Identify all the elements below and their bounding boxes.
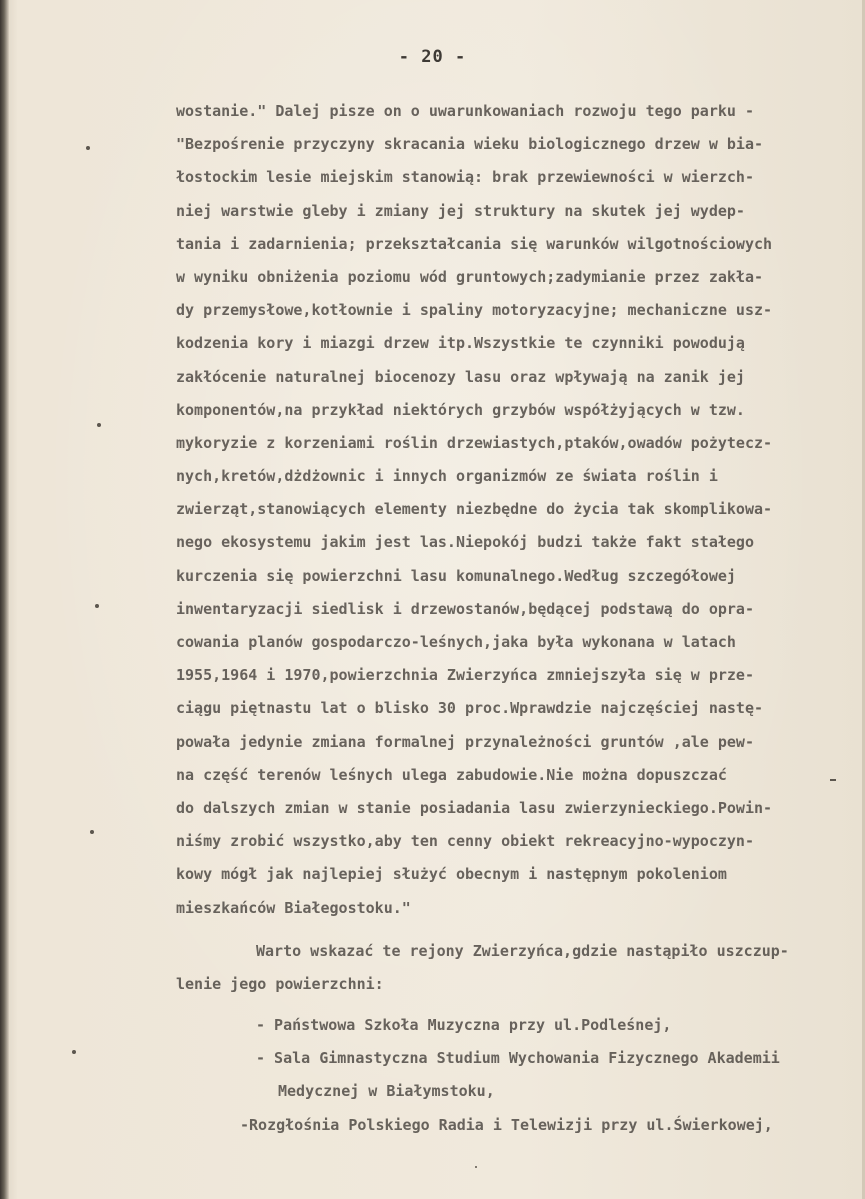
list-item: Medycznej w Białymstoku, (278, 1082, 495, 1101)
paper-speck (95, 604, 99, 608)
text-line: powała jedynie zmiana formalnej przynależności gruntów ,ale pew- (176, 732, 754, 751)
paper-speck (97, 423, 101, 427)
text-line: lenie jego powierzchni: (176, 974, 384, 993)
text-line: Warto wskazać te rejony Zwierzyńca,gdzie nastąpiło uszczup- (256, 941, 789, 960)
text-line: łostockim lesie miejskim stanowią: brak przewiewności w wierzch- (176, 168, 754, 187)
text-line: cowania planów gospodarczo-leśnych,jaka była wykonana w latach (176, 633, 736, 651)
list-item: -Rozgłośnia Polskiego Radia i Telewizji przy ul.Świerkowej, (240, 1115, 773, 1134)
text-line: kurczenia się powierzchni lasu komunalnego.Według szczegółowej (176, 566, 736, 585)
text-line: kodzenia kory i miazgi drzew itp.Wszystkie te czynniki powodują (176, 334, 745, 353)
paper-speck (86, 146, 90, 150)
page-binding-edge (0, 0, 9, 1199)
text-line: mieszkańców Białegostoku." (176, 898, 411, 917)
text-line: nego ekosystemu jakim jest las.Niepokój budzi także fakt stałego (176, 533, 754, 552)
text-line: tania i zadarnienia; przekształcania się warunków wilgotnościowych (176, 234, 773, 253)
text-line: komponentów,na przykład niektórych grzybów współżyjących w tzw. (176, 400, 745, 419)
text-line: wostanie." Dalej pisze on o uwarunkowaniach rozwoju tego parku - (176, 102, 754, 120)
paper-speck (830, 779, 836, 781)
paper-speck (72, 1050, 76, 1054)
paper-speck (475, 1166, 477, 1168)
text-line: inwentaryzacji siedlisk i drzewostanów,będącej podstawą do opra- (176, 599, 754, 618)
text-line: ciągu piętnastu lat o blisko 30 proc.Wprawdzie najczęściej nastę- (176, 699, 763, 718)
list-item: - Sala Gimnastyczna Studium Wychowania Fizycznego Akademii (256, 1049, 780, 1068)
typed-text-block (176, 95, 865, 1142)
text-line: "Bezpośrenie przyczyny skracania wieku biologicznego drzew w bia- (176, 135, 763, 154)
text-line: zwierząt,stanowiących elementy niezbędne do życia tak skomplikowa- (176, 500, 773, 519)
page-number: - 20 - (398, 47, 467, 67)
text-line: mykoryzie z korzeniami roślin drzewiastych,ptaków,owadów pożytecz- (176, 433, 773, 452)
text-line: niśmy zrobić wszystko,aby ten cenny obiekt rekreacyjno-wypoczyn- (176, 832, 754, 851)
list-item: - Państwowa Szkoła Muzyczna przy ul.Podleśnej, (256, 1016, 672, 1035)
text-line: do dalszych zmian w stanie posiadania lasu zwierzynieckiego.Powin- (176, 798, 773, 817)
text-line: niej warstwie gleby i zmiany jej struktury na skutek jej wydep- (176, 201, 745, 220)
text-line: nych,kretów,dżdżownic i innych organizmów ze świata roślin i (176, 467, 718, 486)
text-line: kowy mógł jak najlepiej służyć obecnym i następnym pokoleniom (176, 865, 727, 884)
text-line: 1955,1964 i 1970,powierzchnia Zwierzyńca zmniejszyła się w prze- (176, 666, 754, 685)
text-line: dy przemysłowe,kotłownie i spaliny motoryzacyjne; mechaniczne usz- (176, 301, 773, 320)
text-line: na część terenów leśnych ulega zabudowie.Nie można dopuszczać (176, 765, 727, 784)
text-line: w wyniku obniżenia poziomu wód gruntowych;zadymianie przez zakła- (176, 267, 763, 286)
paper-speck (90, 830, 94, 834)
text-line: zakłócenie naturalnej biocenozy lasu oraz wpływają na zanik jej (176, 367, 745, 386)
